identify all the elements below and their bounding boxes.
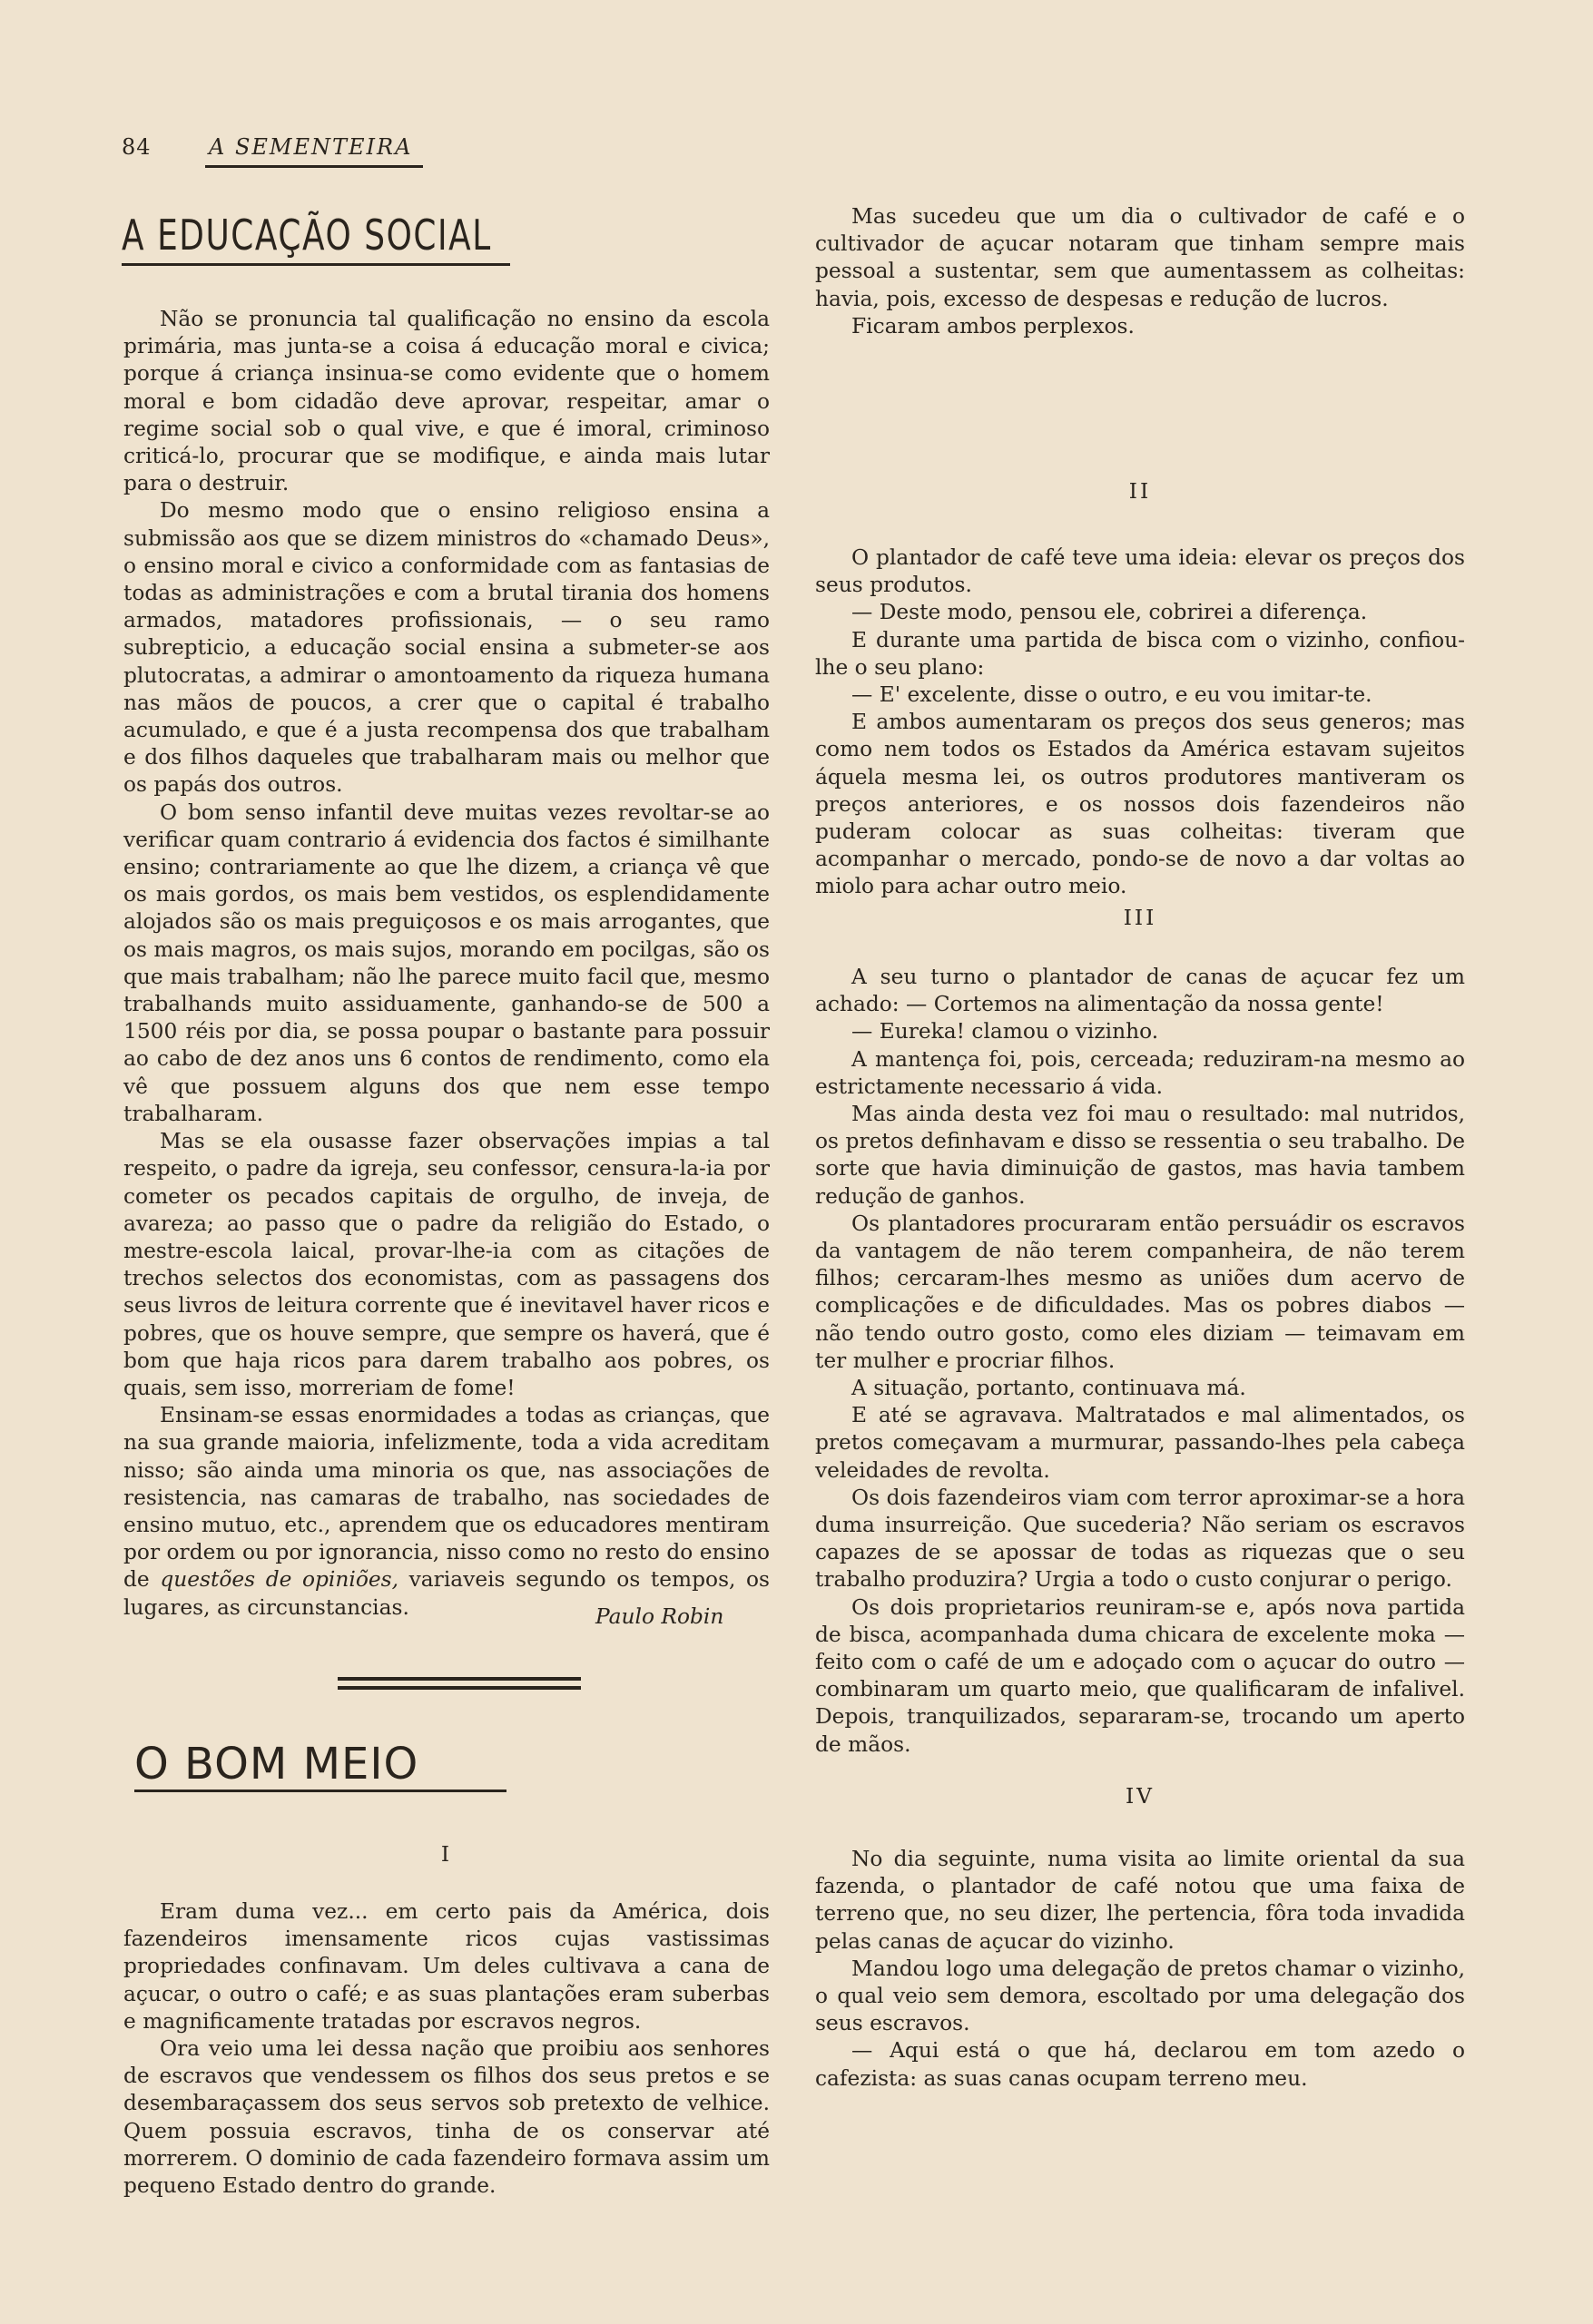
italic-phrase: questões de opiniões, <box>160 1567 399 1593</box>
paragraph: Mas sucedeu que um dia o cultivador de café e o cultivador de açucar notaram que tinham sempre mais pessoal a sustentar, sem que aumentassem as colheitas: havia, pois, excesso de despesas e redução de lucros. <box>815 204 1465 311</box>
paragraph: Os plantadores procuraram então persuádir os escravos da vantagem de não terem companheira, de não terem filhos; cercaram-lhes mesmo as uniões dum acervo de complicações e de dificuldades. Mas os pobres diabos — não tendo outro gosto, como eles diziam — teimavam em ter mulher e procriar filhos. <box>815 1211 1465 1373</box>
paragraph: E até se agravava. Maltratados e mal alimentados, os pretos começavam a murmurar, passando-lhes pela cabeça veleidades de revolta. <box>815 1403 1465 1483</box>
separator-rule <box>338 1686 581 1690</box>
paragraph <box>123 1402 770 1622</box>
paragraph: E durante uma partida de bisca com o vizinho, confiou-lhe o seu plano: <box>815 627 1465 680</box>
section-numeral-4: IV <box>1125 1784 1155 1809</box>
paragraph: O bom senso infantil deve muitas vezes revoltar-se ao verificar quam contrario á evidencia dos factos é similhante ensino; contrariamente ao que lhe dizem, a criança vê que os mais gordos, os mais bem vestidos, os esplendidamente alojados são os mais preguiçosos e os mais arrogantes, que os mais magros, os mais sujos, morando em pocilgas, são os que mais trabalham; não lhe parece muito facil que, mesmo trabalhands muito assiduamente, ganhando-se de 500 a 1500 réis por dia, se possa poupar o bastante para possuir ao cabo de dez anos uns 6 contos de rendimento, como ela vê que possuem alguns dos que nem esse tempo trabalharam. <box>123 799 770 1126</box>
paragraph: Mandou logo uma delegação de pretos chamar o vizinho, o qual veio sem demora, escoltado por uma delegação dos seus escravos. <box>815 1956 1465 2036</box>
paragraph: Mas se ela ousasse fazer observações impias a tal respeito, o padre da igreja, seu confessor, censura-la-ia por cometer os pecados capitais de orgulho, de inveja, de avareza; ao passo que o padre da religião do Estado, o mestre-escola laical, provar-lhe-ia com as citações de trechos selectos dos economistas, com as passagens dos seus livros de leitura corrente que é inevitavel haver ricos e pobres, que os houve sempre, que sempre os haverá, que é bom que haja ricos para darem trabalho aos pobres, os quais, sem isso, morreriam de fome! <box>123 1129 770 1400</box>
running-header <box>122 134 430 167</box>
paragraph: Ficaram ambos perplexos. <box>851 313 1135 338</box>
paragraph: — Deste modo, pensou ele, cobrirei a diferença. <box>851 600 1368 625</box>
paragraph-text: Ensinam-se essas enormidades a todas as crianças, que na sua grande maioria, infelizmente, toda a vida acreditam nisso; são ainda uma minoria os que, nas associações de resistencia, nas camaras de trabalho, nas sociedades de ensino mutuo, etc., aprendem que os educadores mentiram por ordem ou por ignorancia, nisso como no resto do ensino de <box>123 1403 770 1593</box>
title-underline <box>134 1790 506 1792</box>
paragraph: Eram duma vez... em certo pais da América, dois fazendeiros imensamente ricos cujas vastissimas propriedades confinavam. Um deles cultivava a cana de açucar, o outro o café; e as suas plantações eram suberbas e magnificamente tratadas por escravos negros. <box>123 1899 770 2034</box>
title-underline <box>122 263 510 266</box>
article-title-educacao-social: A EDUCAÇÃO SOCIAL <box>122 211 492 260</box>
paragraph: A seu turno o plantador de canas de açucar fez um achado: — Cortemos na alimentação da nossa gente! <box>815 965 1465 1017</box>
section-numeral-3: III <box>1123 906 1157 930</box>
separator-rule <box>338 1677 581 1681</box>
right-column-part3 <box>815 964 1465 1759</box>
paragraph: Não se pronuncia tal qualificação no ensino da escola primária, mas junta-se a coisa á educação moral e civica; porque á criança insinua-se como evidente que o homem moral e bom cidadão deve aprovar, respeitar, amar o regime social sob o qual vive, e que é imoral, criminoso criticá-lo, procurar que se modifique, e ainda mais lutar para o destruir. <box>123 307 770 496</box>
paragraph: Os dois fazendeiros viam com terror aproximar-se a hora duma insurreição. Que sucederia? Não seriam os escravos capazes de se apossar de todas as riquezas que o seu trabalho produzira? Urgia a todo o custo conjurar o perigo. <box>815 1485 1465 1593</box>
paragraph: Os dois proprietarios reuniram-se e, após nova partida de bisca, acompanhada duma chicara de excelente moka — feito com o café de um e adoçado com o açucar do outro — combinaram um quarto meio, que qualificaram de infalivel. Depois, tranquilizados, separaram-se, trocando um aperto de mãos. <box>815 1594 1465 1757</box>
header-rule <box>205 165 423 168</box>
paragraph: E ambos aumentaram os preços dos seus generos; mas como nem todos os Estados da América estavam sujeitos áquela mesma lei, os outros produtores mantiveram os preços anteriores, e os nossos dois fazendeiros não puderam colocar as suas colheitas: tiveram que acompanhar o mercado, pondo-se de novo a dar voltas ao miolo para achar outro meio. <box>815 710 1465 899</box>
paragraph: — Eureka! clamou o vizinho. <box>851 1019 1159 1044</box>
right-column-part4 <box>815 1846 1465 2093</box>
paragraph: A mantença foi, pois, cerceada; reduziram-na mesmo ao estrictamente necessario á vida. <box>815 1046 1465 1099</box>
section-numeral-2: II <box>1128 479 1152 504</box>
article-body-part1 <box>123 1898 770 2200</box>
paragraph: Do mesmo modo que o ensino religioso ensina a submissão aos que se dizem ministros do «chamado Deus», o ensino moral e civico a conformidade com as fantasias de todas as administrações e com a brutal tirania dos homens armados, matadores profissionais, — o seu ramo subrepticio, a educação social ensina a submeter-se aos plutocratas, a admirar o amontoamento da riqueza humana nas mãos de poucos, a crer que o capital é trabalho acumulado, e que é a justa recompensa dos que trabalham e dos filhos daqueles que trabalharam mais ou melhor que os papás dos outros. <box>123 498 770 798</box>
article-title-bom-meio: O BOM MEIO <box>134 1739 419 1790</box>
author-signature: Paulo Robin <box>595 1604 724 1629</box>
article-body-educacao-social <box>123 306 770 1622</box>
right-column-part1 <box>815 203 1465 340</box>
paragraph: A situação, portanto, continuava má. <box>851 1376 1246 1401</box>
paragraph: — E' excelente, disse o outro, e eu vou imitar-te. <box>851 682 1372 708</box>
paragraph: Mas ainda desta vez foi mau o resultado: mal nutridos, os pretos definhavam e disso se ressentia o seu trabalho. De sorte que havia diminuição de gastos, mas havia tambem redução de ganhos. <box>815 1102 1465 1209</box>
section-numeral-1: I <box>440 1842 453 1867</box>
paragraph: — Aqui está o que há, declarou em tom azedo o cafezista: as suas canas ocupam terreno meu. <box>815 2038 1465 2091</box>
paragraph: O plantador de café teve uma ideia: elevar os preços dos seus produtos. <box>815 545 1465 598</box>
journal-title: A SEMENTEIRA <box>209 134 413 160</box>
paragraph: No dia seguinte, numa visita ao limite oriental da sua fazenda, o plantador de café notou que uma faixa de terreno que, no seu dizer, lhe pertencia, fôra toda invadida pelas canas de açucar do vizinho. <box>815 1847 1465 1954</box>
paragraph-text: variaveis segundo os tempos, os lugares, as circunstancias. <box>123 1567 771 1620</box>
paragraph: Ora veio uma lei dessa nação que proibiu aos senhores de escravos que vendessem os filhos dos seus pretos e se desembaraçassem dos seus servos sob pretexto de velhice. Quem possuia escravos, tinha de os conservar até morrerem. O dominio de cada fazendeiro formava assim um pequeno Estado dentro do grande. <box>123 2036 770 2199</box>
page-number: 84 <box>122 134 152 160</box>
right-column-part2 <box>815 544 1465 901</box>
